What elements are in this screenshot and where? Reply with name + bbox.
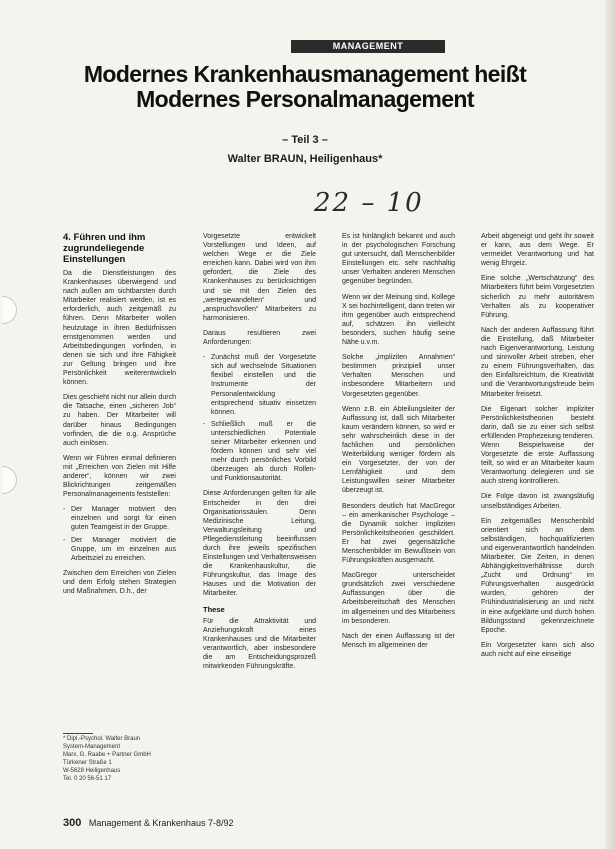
footnote-line: Tel. 0 20 56-51 17 <box>63 776 112 782</box>
paragraph: Da die Dienstleistungen des Krankenhauses überwiegend und nach außen am sichtbarsten durch Mitarbeiter realisiert werden, ist es erforderlich, auch zeitgemäß zu führen. Denn Mitarbeiter wollen heutzutage in ihren Bedürfnissen ernstgenommen werden und Arbeitsbedingungen vorfinden, in denen sie sich und ihre Fähigkeit zur Geltung bringen und ihre Persönlichkeit weiterentwickeln können. <box>63 270 176 387</box>
footnote-line: * Dipl.-Psychol. Walter Braun <box>63 736 141 742</box>
paragraph: Daraus resultieren zwei Anforderungen: <box>203 329 316 347</box>
paragraph: Ein Vorgesetzter kann sich also auch nicht auf eine einseitige <box>481 641 594 658</box>
subheading: These <box>203 604 225 614</box>
column-4 <box>481 232 594 665</box>
bullet-list <box>63 505 176 563</box>
title-line-1: Modernes Krankenhausmanagement heißt <box>83 61 527 87</box>
paragraph: Die Folge davon ist zwangsläufig unselbständiges Arbeiten. <box>481 493 594 510</box>
paragraph: Eine solche „Wertschätzung“ des Mitarbeiters führt beim Vorgesetzten sicherlich zu mehr autoritärem Verhalten als zu kooperativer Führung. <box>481 275 594 319</box>
section-header: MANAGEMENT <box>291 40 445 53</box>
paragraph: Diese Anforderungen gelten für alle Entscheider in den drei Organisationssäulen. Denn Medizinische Leitung, Verwaltungsleitung und Pflegedienstleitung beeinflussen durch ihre jeweils spezifischen Einstellungen und Verhaltensweisen die Krankenhauskultur, die Führungskultur, das Image des Hauses und die Motivation der Mitarbeiter. <box>203 490 316 598</box>
paragraph: Nach der anderen Auffassung führt die Einstellung, daß Mitarbeiter nach Eigenverantwortung, Leistung und sinnvoller Arbeit streben, eher zu einem Führungsverhalten, das den Einfallsreichtum, die Kreativität und die Verantwortungsfreude beim Mitarbeiter freisetzt. <box>481 326 594 398</box>
column-1 <box>63 232 176 602</box>
footnote-line: W-5628 Heiligenhaus <box>63 768 121 774</box>
paragraph: Besonders deutlich hat MacGregor – ein amerikanischer Psychologe – die Dynamik solcher impliziten Persönlichkeitstheorien geschildert. Er hat zwei gegensätzliche Menschenbilder im Bewußtsein von Führungskräften ausgemacht. <box>342 502 455 565</box>
bullet-item: - Schließlich muß er die unterschiedlichen Potentiale seiner Mitarbeiter erkennen und fördern können und sehr viel mehr durch persönliches Vorbild überzeugen als durch Rollen- und Funktionsautorität. <box>203 420 316 484</box>
paragraph: Zwischen dem Erreichen von Zielen und dem Erfolg stehen Strategien und Maßnahmen. D.h., der <box>63 569 176 595</box>
footnote-line: Türkener Straße 1 <box>63 760 112 766</box>
paragraph: Vorgesetzte entwickelt Vorstellungen und Ideen, auf welchen Wege er die Ziele erreichen kann. Dabei wird von ihm gefordert, die Ziele des Krankenhauses zu berücksichtigen und sie mit den Zielen des „wertegewandelten“ und „anspruchsvollen“ Mitarbeiters zu harmonisieren. <box>203 233 316 322</box>
paragraph: Wenn wir der Meinung sind, Kollege X sei hochintelligent, dann treten wir ihm gegenüber auch entsprechend auf, schätzen ihn vielleicht besonders, suchen häufig seine Nähe u.v.m. <box>342 293 455 347</box>
page-number: 300 <box>63 817 82 829</box>
author-line: Walter BRAUN, Heiligenhaus* <box>227 153 383 165</box>
punch-hole <box>2 466 17 494</box>
footnote-rule <box>63 733 93 734</box>
paragraph: Nach der einen Auffassung ist der Mensch im allgemeinen der <box>342 632 455 649</box>
paragraph: Dies geschieht nicht nur allein durch die Tatsache, einen „sicheren Job“ zu haben. Der Mitarbeiter will darüber hinaus Bedingungen vorfinden, die die o.g. Ansprüche auch einlösen. <box>63 394 176 447</box>
footnote-line: Marx, G. Raabe + Partner GmbH <box>63 752 151 758</box>
paragraph: Ein zeitgemäßes Menschenbild orientiert sich an dem selbständigen, hochqualifizierten und eigenverantwortlich handelnden Mitarbeiter. Die Zeiten, in denen Abhängigkeitsverhältnisse durch „Zucht und Ordnung“ im Führungsverhalten ausgedrückt wurden, gehören der Frühindustrialisierung an und nicht in eine aufgeklärte und durch hohen Bildungsstand gekennzeichnete Epoche. <box>481 517 594 634</box>
bullet-item: - Der Manager motiviert den einzelnen und sorgt für einen guten Teamgeist in der Gruppe. <box>63 505 176 532</box>
bullet-item: - Zunächst muß der Vorgesetzte sich auf wechselnde Situationen flexibel einstellen und die Instrumente der Personalentwicklung entsprechend situativ einsetzen können. <box>203 353 316 417</box>
punch-hole <box>2 296 17 324</box>
paragraph: MacGregor unterscheidet grundsätzlich zwei verschiedene Auffassungen über die Arbeitsbereitschaft des Menschen im allgemeinen und des Mitarbeiters im besonderen. <box>342 572 455 625</box>
paragraph: Wenn z.B. ein Abteilungsleiter der Auffassung ist, daß sich Mitarbeiter kaum verändern können, so wird er sehr wahrscheinlich diese in der fachlichen und persönlichen Weiterbildung weniger fördern als ein Vorgesetzter, der von der Lernfähigkeit und dem Leistungswillen seiner Mitarbeiter überzeugt ist. <box>342 405 455 495</box>
column-2 <box>203 232 316 677</box>
binder-holes <box>2 0 18 849</box>
paragraph: Solche „impliziten Annahmen“ bestimmen prinzipiell unser Verhalten Menschen und insbesondere Mitarbeitern und Vorgesetzten gegenüber. <box>342 354 455 398</box>
author-footnote <box>63 735 183 783</box>
journal-name: Management & Krankenhaus 7-8/92 <box>88 818 234 828</box>
section-heading: 4. Führen und ihm zugrundeliegende Einstellungen <box>63 232 146 265</box>
footnote-line: System-Management <box>63 744 121 750</box>
column-3 <box>342 232 455 656</box>
bullet-item: - Der Manager motiviert die Gruppe, um im einzelnen aus Arbeitsziel zu erreichen. <box>63 536 176 563</box>
page-footer <box>63 817 233 829</box>
part-label: – Teil 3 – <box>282 134 328 146</box>
article-title <box>40 62 570 112</box>
paragraph: Arbeit abgeneigt und geht ihr soweit er kann, aus dem Wege. Er vermeidet Verantwortung und hat wenig Ehrgeiz. <box>481 233 594 268</box>
paragraph: Es ist hinlänglich bekannt und auch in der psychologischen Forschung gut untersucht, daß Menschenbilder Einstellungen etc. sehr nachhaltig unser Verhalten anderen Menschen gegenüber begründen. <box>342 233 455 286</box>
title-line-2: Modernes Personalmanagement <box>136 86 474 112</box>
paragraph: Die Eigenart solcher impliziter Persönlichkeitstheorien besteht darin, daß sie zu einer sich selbst erfüllenden Prophezeiung tendieren. Wenn Beispielsweise der Vorgesetzte die erste Auffassung teilt, so wird er an Mitarbeiter kaum Verantwortung delegieren und sie auch streng kontrollieren. <box>481 405 594 486</box>
paragraph: Wenn wir Führen einmal definieren mit „Erreichen von Zielen mit Hilfe anderer“, können wir zwei Blickrichtungen zeitgemäßen Personalmanagements feststellen: <box>63 454 176 499</box>
paragraph: Für die Attraktivität und Anziehungskraft eines Krankenhauses und die Mitarbeiter verantwortlich, aber insbesondere die am Entscheidungsprozeß mitwirkenden Führungskräfte. <box>203 617 316 671</box>
page-edge-shadow <box>605 0 615 849</box>
bullet-list <box>203 353 316 483</box>
handwritten-note: 22 – 10 <box>314 188 424 218</box>
